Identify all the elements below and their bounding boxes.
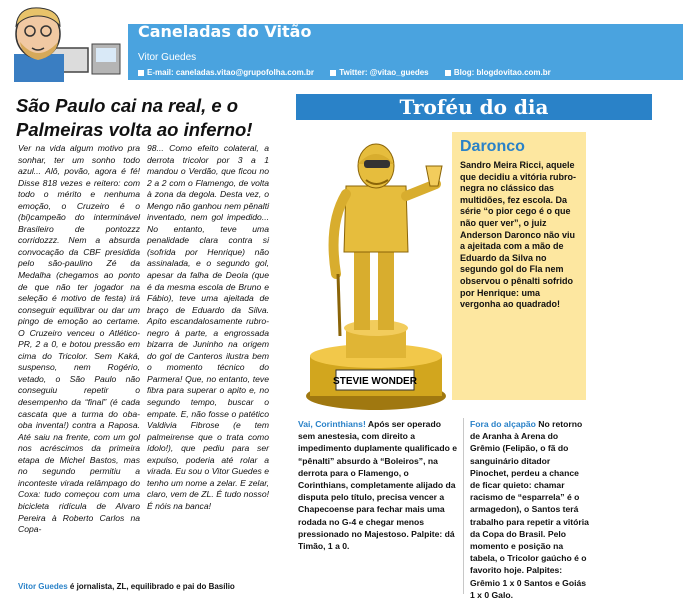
trophy-illustration	[296, 124, 452, 414]
column-title: Caneladas do Vitão	[138, 22, 312, 41]
trophy-illustration-icon	[296, 124, 452, 414]
column-header	[0, 0, 683, 84]
trophy-sidebar	[452, 132, 586, 400]
blog-icon	[445, 70, 451, 76]
trophy-plate: STEVIE WONDER	[333, 376, 417, 387]
column-divider	[463, 418, 464, 594]
section-corinthians	[298, 418, 458, 552]
byline-name: Vitor Guedes	[18, 582, 68, 591]
blog-text: Blog: blogdovitao.com.br	[453, 68, 551, 77]
avatar-caricature-icon	[8, 4, 132, 82]
avatar	[8, 4, 132, 82]
section-corinthians-text: Após ser operado sem anestesia, com direito a impedimento duplamente qualificado e “pênalti” absurdo à “Boleiros”, na derrota para o Flamengo, o Corinthians, completamente alijado da disputa pelo título, precisa vencer a Chapecoense para fechar mais uma rodada no G-4 e chegar menos pressionado no Majestoso. Palpite: dá Timão, 1 a 0.	[298, 419, 458, 552]
trophy-title: Troféu do dia	[296, 94, 652, 120]
contact-bar	[138, 68, 565, 77]
email-icon	[138, 70, 144, 76]
column-author: Vitor Guedes	[138, 52, 197, 63]
trophy-winner-name: Daronco	[460, 138, 525, 155]
trophy-winner-text: Sandro Meira Ricci, aquele que decidiu a vitória rubro-negra no clássico das multidões, fez escola. Da série “o pior cego é o que não quer ver”, o juiz Anderson Daronco não viu a ajeitada com a mão de Eduardo da Silva no segundo gol do Fla nem observou o pênalti sofrido por Henrique: uma vergonha ao quadrado!	[460, 160, 577, 310]
section-fora-text: No retorno de Aranha à Arena do Grêmio (Felipão, o fã do sanguinário ditador Pinochet, perdeu a chance de ficar quieto: chamar racismo de “esparrela” é o armagedon), o Santos terá trabalho para repetir a vitória da Copa do Brasil. Pelo momento e posição na tabela, o Tricolor gaúcho é o favorito hoje. Palpites: Grêmio 1 x 0 Santos e Goiás 1 x 0 Galo.	[470, 419, 589, 600]
twitter-text: Twitter: @vitao_guedes	[339, 68, 429, 77]
author-byline	[18, 582, 278, 591]
section-fora-label: Fora do alçapão	[470, 419, 536, 429]
twitter-icon	[330, 70, 336, 76]
email-text: E-mail: caneladas.vitao@grupofolha.com.br	[147, 68, 314, 77]
article-headline: São Paulo cai na real, e o Palmeiras volta ao inferno!	[16, 95, 253, 140]
section-fora-do-alcapao	[470, 418, 590, 601]
header-band	[128, 24, 683, 80]
byline-text: é jornalista, ZL, equilibrado e pai do Basílio	[69, 582, 235, 591]
article-column-1: Ver na vida algum motivo pra sonhar, ter um sonho todo azul... Alô, povão, agora é fé! Disse 818 vezes e reitero: com todo o mérito e nenhuma emoção, o Cruzeiro é o (bi)campeão do interminável Brasileiro de pontozzz corridozzz. Nem a absurda convocação da CBF presidida pelo são-paulino Zé da Medalha (chegamos ao ponto de que não ter jogador na seleção é motivo de festa) irá conseguir equilibrar ou dar um pingo de emoção ao certame. O Cruzeiro venceu o Atlético-PR, 2 a 0, e botou pressão em cima do Tricolor. Sem Kaká, suspenso, nem Rogério, vetado, o São Paulo não conseguiu repetir o desempenho da “final” (é cada cascata que a turma do oba-oba inventa!) contra a Raposa. Até saiu na frente, com um gol nos acréscimos da primeira etapa de Michel Bastos, mas no segundo permitiu a inconteste virada relâmpago do Coxa: tudo começou com uma bicicleta ridícula de Alvaro Pereira à Roberto Carlos na Copa-	[18, 143, 140, 535]
section-corinthians-label: Vai, Corinthians!	[298, 419, 366, 429]
article-column-2: 98... Como efeito colateral, a derrota tricolor por 3 a 1 mandou o Verdão, que ficou no 2 a 2 com o Flamengo, de volta à zona da degola. Desta vez, o Mengo não ganhou nem pênalti inventado, nem gol impedido... No entanto, teve uma penalidade clara contra si (sofrida por Henrique) não assinalada, e o segundo gol, apesar da falha de Deola (que é da mesma escola de Bruno e Fábio), teve uma ajeitada de braço de Eduardo da Silva. Apito escandalosamente rubro-negro à parte, a engrossada bizarra de Juninho na origem do gol de Canteros ilustra bem o momento técnico do Parmera! Que, no entanto, teve fibra para superar o apito e, no segundo tempo, buscar o empate. E, não fosse o patético Valdivia Fibrose (e tem palmeirense que o trata como ídolo!), que pediu para ser expulso, poderia até rolar a virada. Eu sou o Vitor Guedes e tenho um nome a zelar. E zelar, claro, vem de ZL. É tudo nosso! É nóis na banca!	[147, 143, 269, 511]
